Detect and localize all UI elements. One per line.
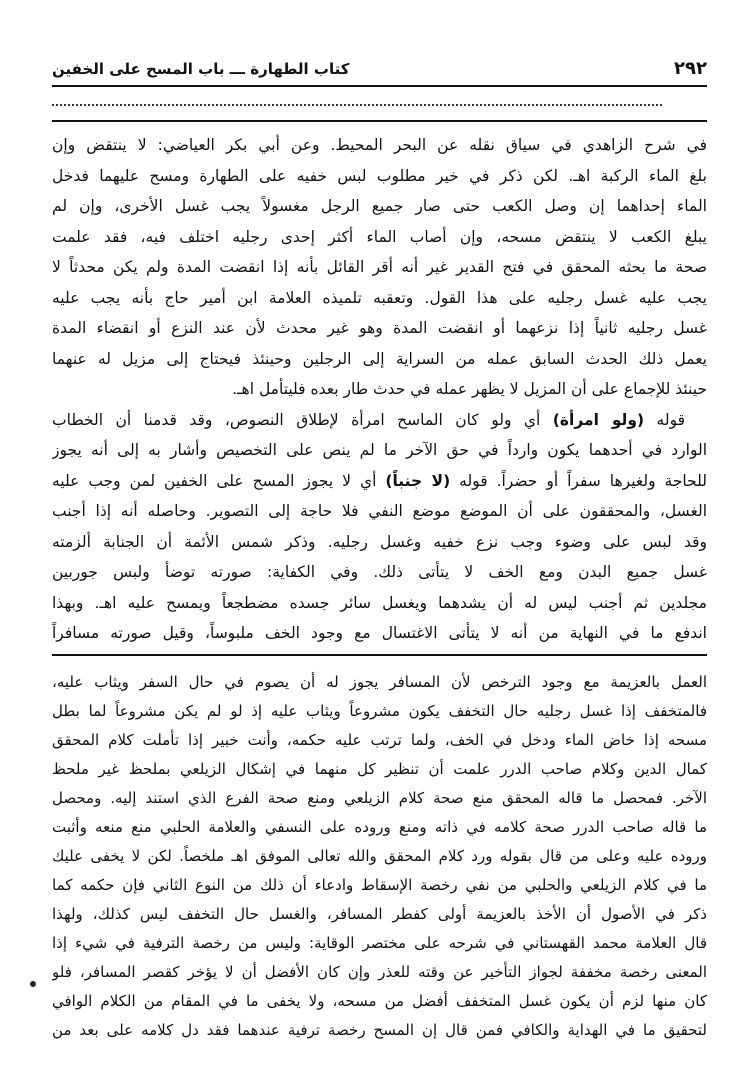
footnote-line: لتحقيق ما في الهداية والكافي فمن قال إن المسح رخصة ترفية عندهما فقد دل كلامه على بعد من bbox=[52, 1021, 707, 1039]
footnote-line: ما قاله صاحب الدرر صحة كلامه في ذاته ومنع وروده على النسفي والعلامة الحلبي منع منعه وأثبت bbox=[52, 818, 707, 836]
text-line: حينئذ للإجماع على أن المزيل لا يظهر عمله في حدث طار بعده فليتأمل اهـ. bbox=[232, 380, 707, 398]
text-line: اندفع ما في النهاية من أنه لا يتأتى الاغتسال مع وجود الخف ملبوساً، وقيل صورته مسافراً bbox=[52, 624, 707, 642]
text-line bbox=[52, 405, 707, 436]
footnote-text bbox=[52, 668, 707, 1045]
page-number: ٢٩٢ bbox=[674, 58, 707, 79]
text-line: يعمل ذلك الحدث السابق عمله من السراية إلى الرجلين وحينئذ فيحتاج إلى مزيل له عنهما bbox=[52, 349, 707, 368]
line-text: للحاجة ولغيرها سفراً أو حضراً. قوله bbox=[450, 471, 707, 490]
footnote-line: مسحه إذا خاض الماء ودخل في الخف، ولما ترتب عليه حكمه، وأنت خبير إذا تأملت كلام المحقق bbox=[52, 731, 707, 749]
text-line bbox=[52, 466, 707, 497]
text-line: مجلدين ثم أجنب ليس له أن يشدهما ويغسل سائر جسده مضطجعاً ويمسح عليه اهـ. وبهذا bbox=[52, 593, 707, 612]
text-line: بلغ الماء الركبة اهـ. لكن ذكر في خير مطلوب لبس خفيه على الطهارة ومسح عليهما فدخل bbox=[52, 166, 707, 185]
line-text: أي ولو كان الماسح امرأة لإطلاق النصوص، وقد قدمنا أن الخطاب bbox=[52, 410, 553, 429]
main-text bbox=[52, 130, 707, 649]
dotted-separator bbox=[52, 94, 662, 106]
header-rule bbox=[52, 85, 707, 87]
upper-text-rule bbox=[52, 120, 707, 122]
running-title: كتاب الطهارة ـــ باب المسح على الخفين bbox=[52, 60, 350, 78]
footnote-line: المعنى رخصة مخففة لجواز التأخير عن وقته للعذر وإن كان الأفضل أن لا يؤخر كقصر المسافر، فلو bbox=[52, 963, 707, 981]
quoted-term: (ولو امرأة) bbox=[552, 410, 645, 429]
text-line: الوارد في أحدهما يكون وارداً في حق الآخر ما لم ينص على التخصيص وأشار به إلى أنه يجوز bbox=[52, 441, 707, 459]
footnote-line: كان منها لزم أن يكون غسل المتخفف أفضل من مسحه، ولا يخفى ما في المقام من الكلام الوافي bbox=[52, 992, 707, 1010]
margin-dot-mark bbox=[30, 981, 36, 987]
line-text: أي لا يجوز المسح على الخفين لمن وجب عليه bbox=[52, 471, 386, 490]
footnote-rule bbox=[52, 654, 707, 656]
text-line: يبلغ الكعب لا ينتقض مسحه، وإن أصاب الماء أكثر إحدى رجليه اختلف فيه، فقد علمت bbox=[52, 227, 707, 246]
footnote-line: ما في كلام الزيلعي والحلبي من نفي رخصة الإسقاط وادعاء أن ذلك من النوع الثاني فإن حكمه كما bbox=[52, 876, 707, 894]
text-line: في شرح الزاهدي في سياق نقله عن البحر المحيط. وعن أبي بكر العياضي: لا ينتقض وإن bbox=[52, 136, 707, 154]
quoted-term: (لا جنباً) bbox=[385, 471, 451, 490]
text-line: الغسل، والمحققون على أن الموضع موضع النفي فلا حاجة إلى التصوير. وحاصله أنه إذا أجنب bbox=[52, 502, 707, 520]
footnote-line: فالمتخفف إذا غسل رجليه حال التخفف يكون مشروعاً ويثاب عليه إذ لو لم يكن مشروعاً لما بطل bbox=[52, 702, 707, 720]
text-line: صحة ما بحثه المحقق في فتح القدير غير أنه أقر القائل بأنه إذا انقضت المدة ولم يكن محدثاً لا bbox=[52, 258, 707, 276]
text-line: غسل جميع البدن ومع الخف لا يتأتى ذلك. وفي الكفاية: صورته توضأ ولبس جوربين bbox=[52, 563, 707, 581]
text-line: الماء إحداهما إن وصل الكعب حتى صار جميع الرجل مغسولاً يجب غسل الأخرى، وإن لم bbox=[52, 197, 707, 215]
footnote-line: العمل بالعزيمة مع وجود الترخص لأن المسافر يجوز له أن يصوم في حال السفر ويثاب عليه، bbox=[52, 673, 707, 691]
line-text: قوله bbox=[644, 410, 685, 429]
footnote-line: ذكر في الأصول أن الأخذ بالعزيمة أولى كفطر المسافر، والغسل حال التخفف ليس كذلك، ولهذا bbox=[52, 905, 707, 923]
running-header bbox=[52, 58, 707, 84]
text-line: يجب عليه غسل رجليه على هذا القول. وتعقبه تلميذه العلامة ابن أمير حاج بأنه يجب عليه bbox=[52, 288, 707, 307]
footnote-line: وروده عليه وعلى من قال بقوله ورد كلام المحقق والله تعالى الموفق اهـ ملخصاً. لكن لا يخفى عليك bbox=[52, 847, 707, 865]
footnote-line: كمال الدين وكلام صاحب الدرر علمت أن تنظير كل منهما في إشكال الزيلعي بملحظ غير ملحظ bbox=[52, 760, 707, 778]
text-line: غسل رجليه ثانياً إذا نزعهما أو انقضت المدة وهو غير محدث لأن عند النزع أو انقضاء المدة bbox=[52, 319, 707, 337]
footnote-line: قال العلامة محمد القهستاني في شرحه على مختصر الوقاية: وليس من رخصة الترفية في شيء إذا bbox=[52, 934, 707, 952]
footnote-line: الآخر. فمحصل ما قاله المحقق منع صحة كلام الزيلعي ومنع صحة الفرع الذي استند إليه. ومحصل bbox=[52, 789, 707, 807]
text-line: وقد لبس على وضوء وجب نزع خفيه وغسل رجليه. وذكر شمس الأئمة أن الجنابة ألزمته bbox=[52, 532, 707, 551]
